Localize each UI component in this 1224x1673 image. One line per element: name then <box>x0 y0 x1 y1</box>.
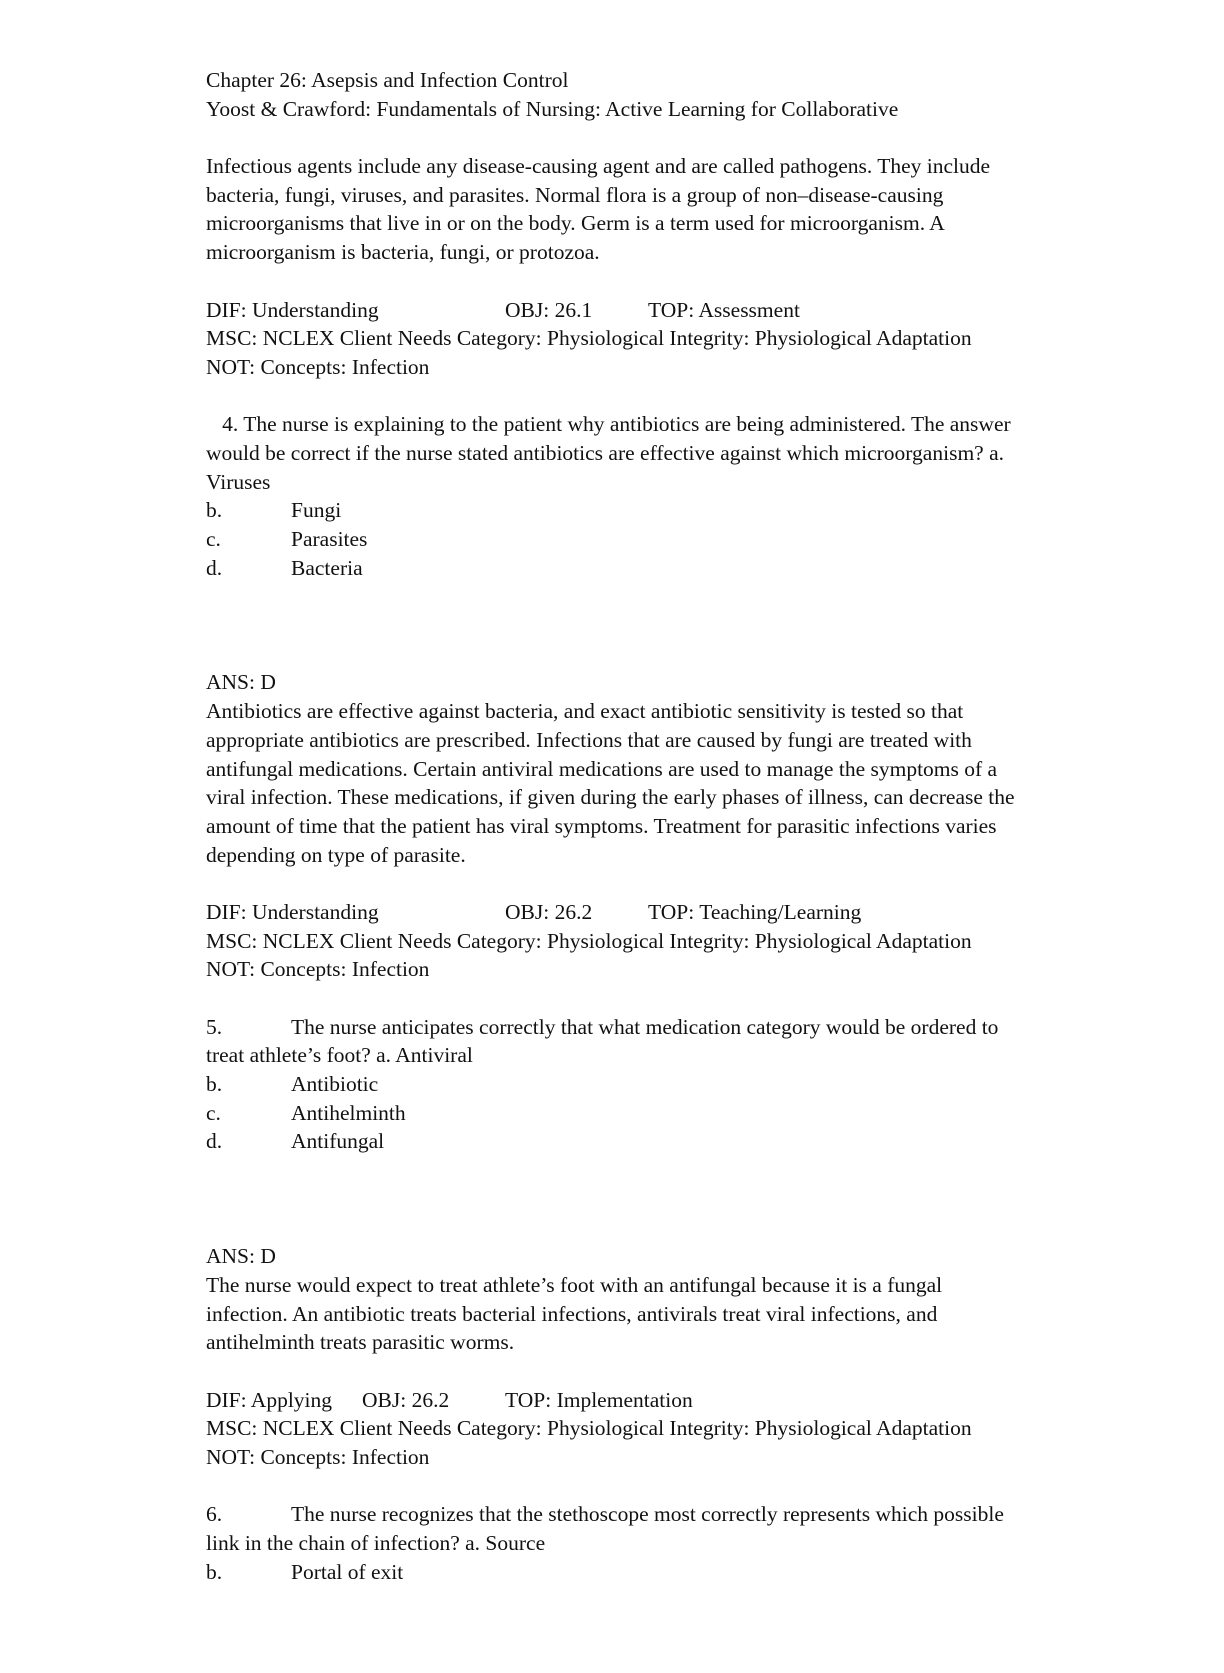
answer-key: ANS: D <box>206 670 276 695</box>
question-stem-line <box>206 1500 1126 1529</box>
question-5 <box>206 1013 1126 1472</box>
msc-label: MSC: NCLEX Client Needs Category: Physiological Integrity: Physiological Adaptation <box>206 326 972 351</box>
question-number: 5. <box>206 1014 223 1039</box>
option-letter: d. <box>206 555 223 580</box>
option-text: Antihelminth <box>291 1100 406 1125</box>
topic-label: TOP: Implementation <box>505 1387 693 1412</box>
option-text: Antifungal <box>291 1129 385 1154</box>
question-6 <box>206 1500 1126 1586</box>
rationale-line: infection. An antibiotic treats bacterial infections, antivirals treat viral infections, and <box>206 1301 938 1326</box>
rationale-line: bacteria, fungi, viruses, and parasites. Normal flora is a group of non–disease-causing <box>206 182 944 207</box>
rationale-line: appropriate antibiotics are prescribed. Infections that are caused by fungi are treated with <box>206 727 972 752</box>
objective-label: OBJ: 26.2 <box>505 899 593 924</box>
question-stem-line: 4. The nurse is explaining to the patient why antibiotics are being administered. The answer <box>206 412 1011 437</box>
msc-label: MSC: NCLEX Client Needs Category: Physiological Integrity: Physiological Adaptation <box>206 1416 972 1441</box>
answer-option <box>206 525 1126 554</box>
question-stem-text: The nurse recognizes that the stethoscope most correctly represents which possible <box>291 1502 1004 1527</box>
option-text: Parasites <box>291 527 368 551</box>
answer-option <box>206 496 1126 525</box>
question-stem-line: treat athlete’s foot? a. Antiviral <box>206 1043 473 1068</box>
question-number: 6. <box>206 1502 223 1527</box>
objective-label: OBJ: 26.2 <box>362 1387 450 1412</box>
rationale-line: antifungal medications. Certain antiviral medications are used to manage the symptoms of a <box>206 756 998 781</box>
book-title: Yoost & Crawford: Fundamentals of Nursing: Active Learning for Collaborative <box>206 96 899 121</box>
chapter-title: Chapter 26: Asepsis and Infection Control <box>206 68 569 92</box>
msc-label: MSC: NCLEX Client Needs Category: Physiological Integrity: Physiological Adaptation <box>206 928 972 953</box>
rationale-line: Infectious agents include any disease-causing agent and are called pathogens. They include <box>206 154 991 179</box>
answer-option <box>206 1558 1126 1587</box>
rationale-line: antihelminth treats parasitic worms. <box>206 1330 515 1355</box>
answer-option <box>206 1127 1126 1156</box>
question-stem-line: link in the chain of infection? a. Source <box>206 1531 546 1556</box>
question-stem-text: The nurse anticipates correctly that what medication category would be ordered to <box>291 1014 999 1039</box>
objective-label: OBJ: 26.1 <box>505 297 593 322</box>
topic-label: TOP: Assessment <box>648 297 800 322</box>
rationale-line: The nurse would expect to treat athlete’s foot with an antifungal because it is a fungal <box>206 1272 943 1297</box>
concept-label: NOT: Concepts: Infection <box>206 354 430 379</box>
difficulty-label: DIF: Understanding <box>206 297 379 322</box>
question-stem-line <box>206 1013 1126 1042</box>
option-text: Antibiotic <box>291 1072 379 1097</box>
rationale-line: amount of time that the patient has viral symptoms. Treatment for parasitic infections varies <box>206 813 997 838</box>
concept-label: NOT: Concepts: Infection <box>206 1445 430 1470</box>
document-page <box>206 66 1126 1586</box>
answer-option <box>206 1099 1126 1128</box>
option-letter: b. <box>206 1072 223 1097</box>
question-stem-line: Viruses <box>206 469 271 494</box>
option-letter: c. <box>206 1100 221 1125</box>
answer-key: ANS: D <box>206 1244 276 1269</box>
option-letter: b. <box>206 498 223 523</box>
option-letter: b. <box>206 1559 223 1584</box>
option-text: Bacteria <box>291 555 363 580</box>
difficulty-label: DIF: Understanding <box>206 899 379 924</box>
option-letter: c. <box>206 527 221 551</box>
topic-label: TOP: Teaching/Learning <box>648 899 862 924</box>
rationale-line: microorganisms that live in or on the body. Germ is a term used for microorganism. A <box>206 211 945 236</box>
answer-option <box>206 554 1126 583</box>
question-4 <box>206 410 1126 984</box>
question-stem-line: would be correct if the nurse stated antibiotics are effective against which microorganism? a. <box>206 440 1004 465</box>
answer-option <box>206 1070 1126 1099</box>
option-letter: d. <box>206 1129 223 1154</box>
rationale-line: viral infection. These medications, if given during the early phases of illness, can decrease the <box>206 785 1015 810</box>
concept-label: NOT: Concepts: Infection <box>206 957 430 982</box>
rationale-line: Antibiotics are effective against bacteria, and exact antibiotic sensitivity is tested so that <box>206 699 964 724</box>
difficulty-label: DIF: Applying <box>206 1387 333 1412</box>
rationale-line: microorganism is bacteria, fungi, or protozoa. <box>206 240 600 265</box>
option-text: Fungi <box>291 498 342 523</box>
option-text: Portal of exit <box>291 1559 404 1584</box>
rationale-line: depending on type of parasite. <box>206 842 466 867</box>
question-3-metadata <box>206 296 1126 382</box>
intro-rationale <box>206 152 1126 267</box>
